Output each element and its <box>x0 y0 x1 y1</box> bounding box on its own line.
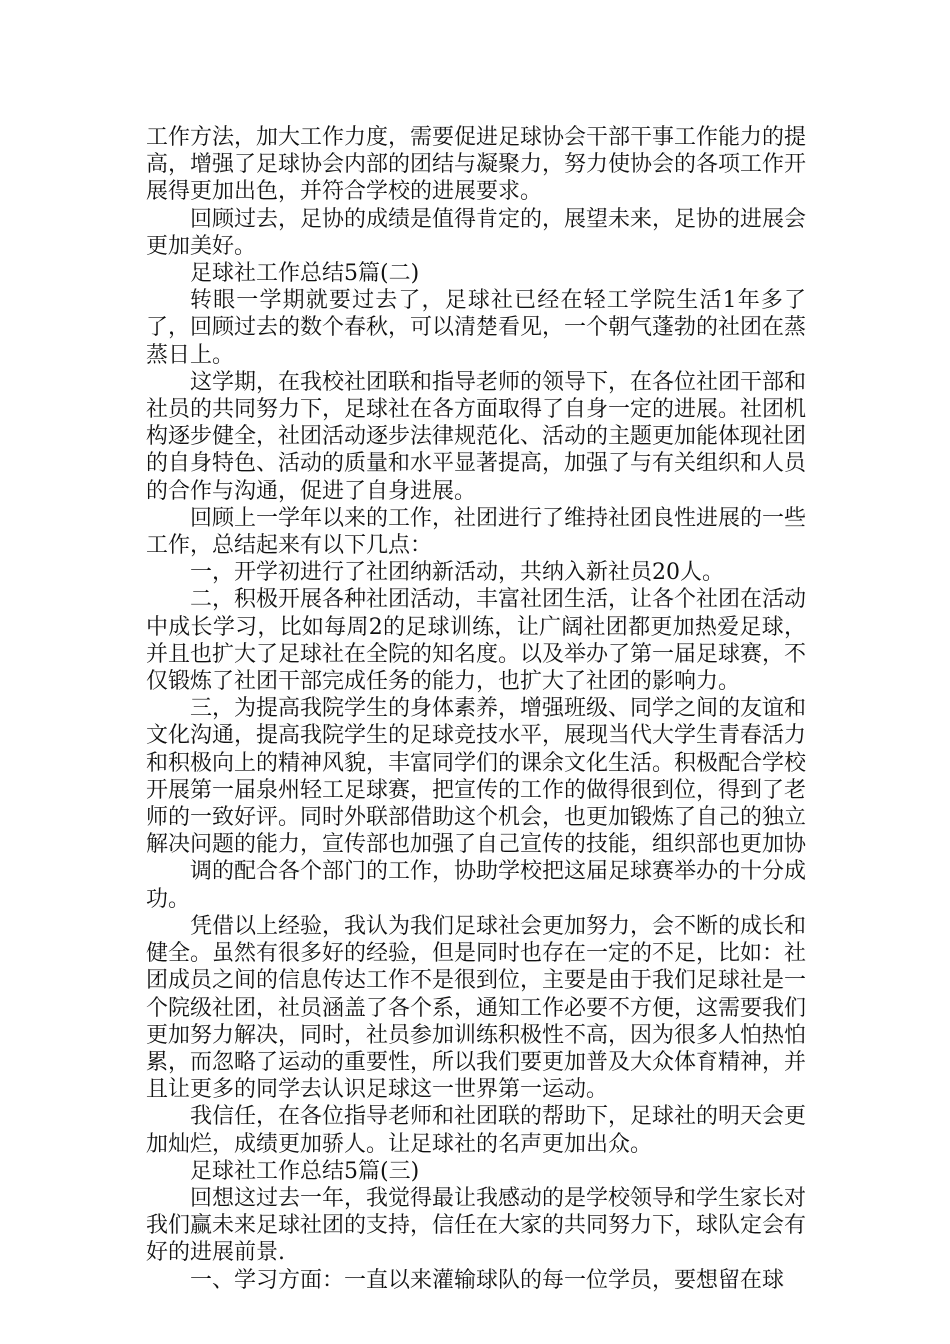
paragraph-11: 我信任，在各位指导老师和社团联的帮助下，足球社的明天会更加灿烂，成绩更加骄人。让足球社的名声更加出众。 <box>146 1104 807 1157</box>
paragraph-9: 调的配合各个部门的工作，协助学校把这届足球赛举办的十分成功。 <box>146 859 807 912</box>
paragraph-2: 回顾过去，足协的成绩是值得肯定的，展望未来，足协的进展会更加美好。 <box>146 206 807 259</box>
paragraph-10: 凭借以上经验，我认为我们足球社会更加努力，会不断的成长和健全。虽然有很多好的经验，但是同时也存在一定的不足，比如：社团成员之间的信息传达工作不是很到位，主要是由于我们足球社是一个院级社团，社员涵盖了各个系，通知工作必要不方便，这需要我们更加努力解决，同时，社员参加训练积极性不高，因为很多人怕热怕累，而忽略了运动的重要性，所以我们要更加普及大众体育精神，并且让更多的同学去认识足球这一世界第一运动。 <box>146 913 807 1103</box>
paragraph-8: 三，为提高我院学生的身体素养，增强班级、同学之间的友谊和文化沟通，提高我院学生的足球竞技水平，展现当代大学生青春活力和积极向上的精神风貌，丰富同学们的课余文化生活。积极配合学校开展第一届泉州轻工足球赛，把宣传的工作的做得很到位，得到了老师的一致好评。同时外联部借助这个机会，也更加锻炼了自己的独立解决问题的能力，宣传部也加强了自己宣传的技能，组织部也更加协 <box>146 696 807 858</box>
paragraph-7: 二，积极开展各种社团活动，丰富社团生活，让各个社团在活动中成长学习，比如每周2的足球训练，让广阔社团都更加热爱足球，并且也扩大了足球社在全院的知名度。以及举办了第一届足球赛，不仅锻炼了社团干部完成任务的能力，也扩大了社团的影响力。 <box>146 587 807 695</box>
document-body <box>146 124 806 1294</box>
paragraph-3: 转眼一学期就要过去了，足球社已经在轻工学院生活1年多了了，回顾过去的数个春秋，可以清楚看见，一个朝气蓬勃的社团在蒸蒸日上。 <box>146 288 807 368</box>
paragraph-13: 一、学习方面：一直以来灌输球队的每一位学员，要想留在球 <box>190 1267 785 1293</box>
paragraph-12: 回想这过去一年，我觉得最让我感动的是学校领导和学生家长对我们赢未来足球社团的支持，信任在大家的共同努力下，球队定会有好的进展前景. <box>146 1185 807 1266</box>
paragraph-1: 工作方法，加大工作力度，需要促进足球协会干部干事工作能力的提高，增强了足球协会内部的团结与凝聚力，努力使协会的各项工作开展得更加出色，并符合学校的进展要求。 <box>146 125 807 205</box>
paragraph-5: 回顾上一学年以来的工作，社团进行了维持社团良性进展的一些工作，总结起来有以下几点： <box>146 505 807 559</box>
paragraph-6: 一，开学初进行了社团纳新活动，共纳入新社员20人。 <box>190 560 724 586</box>
section-heading-2: 足球社工作总结5篇(二) <box>190 261 420 287</box>
section-heading-3: 足球社工作总结5篇(三) <box>190 1158 420 1184</box>
paragraph-4: 这学期，在我校社团联和指导老师的领导下，在各位社团干部和社员的共同努力下，足球社在各方面取得了自身一定的进展。社团机构逐步健全，社团活动逐步法律规范化、活动的主题更加能体现社团的自身特色、活动的质量和水平显著提高，加强了与有关组织和人员的合作与沟通，促进了自身进展。 <box>146 369 807 504</box>
